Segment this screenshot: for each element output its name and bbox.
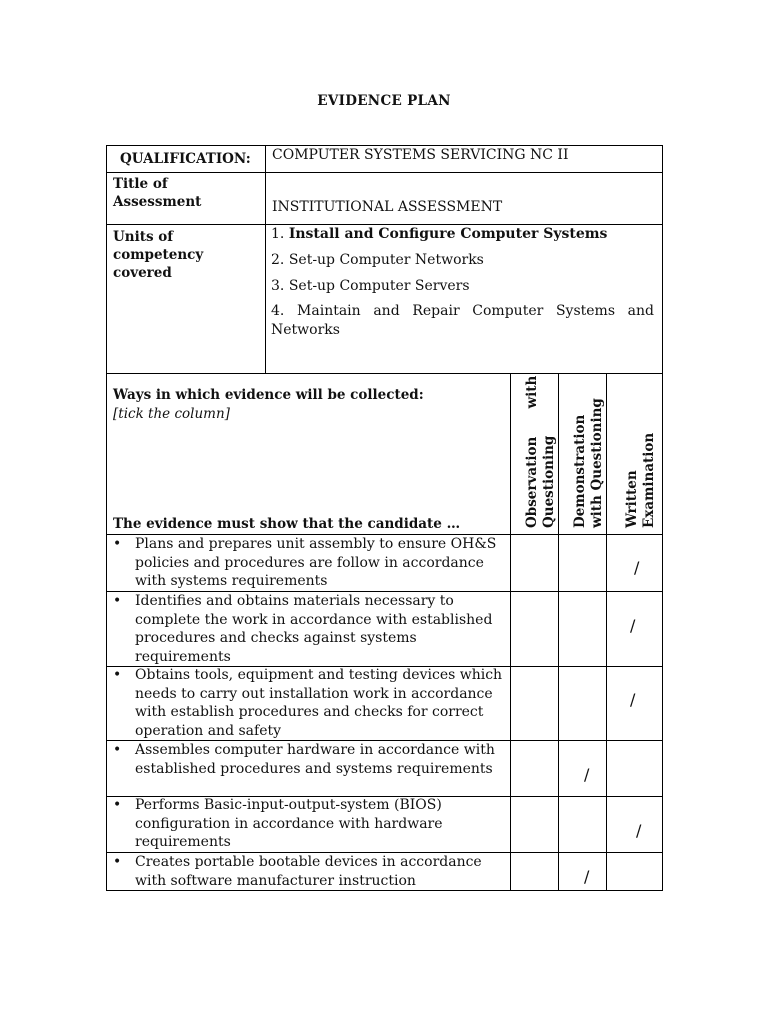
qualification-value: COMPUTER SYSTEMS SERVICING NC II <box>272 147 569 163</box>
assessment-label-line2: Assessment <box>113 194 202 210</box>
units-label-line2: competency <box>113 247 204 263</box>
tick-mark: / <box>584 765 590 784</box>
evidence-text: Performs Basic-input-output-system (BIOS) configuration in accordance with hardware requirements <box>135 797 443 850</box>
bullet: • <box>113 854 122 870</box>
evidence-must-show: The evidence must show that the candidate … <box>113 516 461 532</box>
evidence-row <box>113 666 505 740</box>
column-header-line: with Questioning <box>588 398 605 528</box>
bullet: • <box>113 742 122 758</box>
unit-text: Set-up Computer Servers <box>288 278 470 294</box>
bullet: • <box>113 797 122 813</box>
evidence-row <box>113 535 505 591</box>
unit-number: 1. <box>271 226 285 242</box>
unit-item-2 <box>271 251 654 270</box>
column-header-written <box>624 433 657 528</box>
column-header-line: Examination <box>640 432 657 528</box>
column-header-line: Observation with <box>524 375 540 528</box>
units-label-line1: Units of <box>113 229 174 245</box>
tick-mark: / <box>584 867 590 886</box>
evidence-row <box>113 796 505 852</box>
evidence-row <box>113 592 505 666</box>
tick-mark: / <box>630 690 636 709</box>
evidence-text: Plans and prepares unit assembly to ensure OH&S policies and procedures are follow in accordance with systems requirements <box>135 536 497 589</box>
column-header-line: Written <box>624 470 640 528</box>
bullet: • <box>113 536 122 552</box>
evidence-text: Obtains tools, equipment and testing devices which needs to carry out installation work in accordance with establish procedures and checks for correct operation and safety <box>135 667 503 739</box>
assessment-value: INSTITUTIONAL ASSESSMENT <box>272 199 503 215</box>
tick-mark: / <box>630 616 636 635</box>
evidence-row <box>113 853 505 890</box>
qualification-label: QUALIFICATION: <box>120 151 251 167</box>
assessment-label-line1: Title of <box>113 176 168 192</box>
evidence-row <box>113 741 505 778</box>
unit-text: Set-up Computer Networks <box>288 252 484 268</box>
bullet: • <box>113 667 122 683</box>
page-title: EVIDENCE PLAN <box>317 93 451 109</box>
column-header-line: Demonstration <box>572 414 588 528</box>
column-header-demonstration <box>572 398 605 528</box>
unit-text: Maintain and Repair Computer Systems and Networks <box>271 303 655 338</box>
tick-mark: / <box>636 821 642 840</box>
unit-number: 2. <box>271 252 285 268</box>
evidence-text: Assembles computer hardware in accordance with established procedures and systems requirements <box>135 742 495 777</box>
unit-item-3 <box>271 277 654 296</box>
tick-the-column-note: [tick the column] <box>113 406 230 422</box>
column-header-line: Questioning <box>540 435 557 528</box>
evidence-text: Identifies and obtains materials necessary to complete the work in accordance with established procedures and checks against systems requirements <box>135 593 493 665</box>
unit-item-1 <box>271 225 654 244</box>
column-header-observation <box>524 374 557 528</box>
units-label-line3: covered <box>113 265 172 281</box>
evidence-ways-heading: Ways in which evidence will be collected: <box>113 387 424 403</box>
bullet: • <box>113 593 122 609</box>
tick-mark: / <box>634 558 640 577</box>
unit-number: 3. <box>271 278 285 294</box>
evidence-text: Creates portable bootable devices in accordance with software manufacturer instruction <box>135 854 482 889</box>
unit-number: 4. <box>271 303 285 319</box>
unit-item-4 <box>271 302 654 340</box>
unit-text: Install and Configure Computer Systems <box>288 226 608 242</box>
